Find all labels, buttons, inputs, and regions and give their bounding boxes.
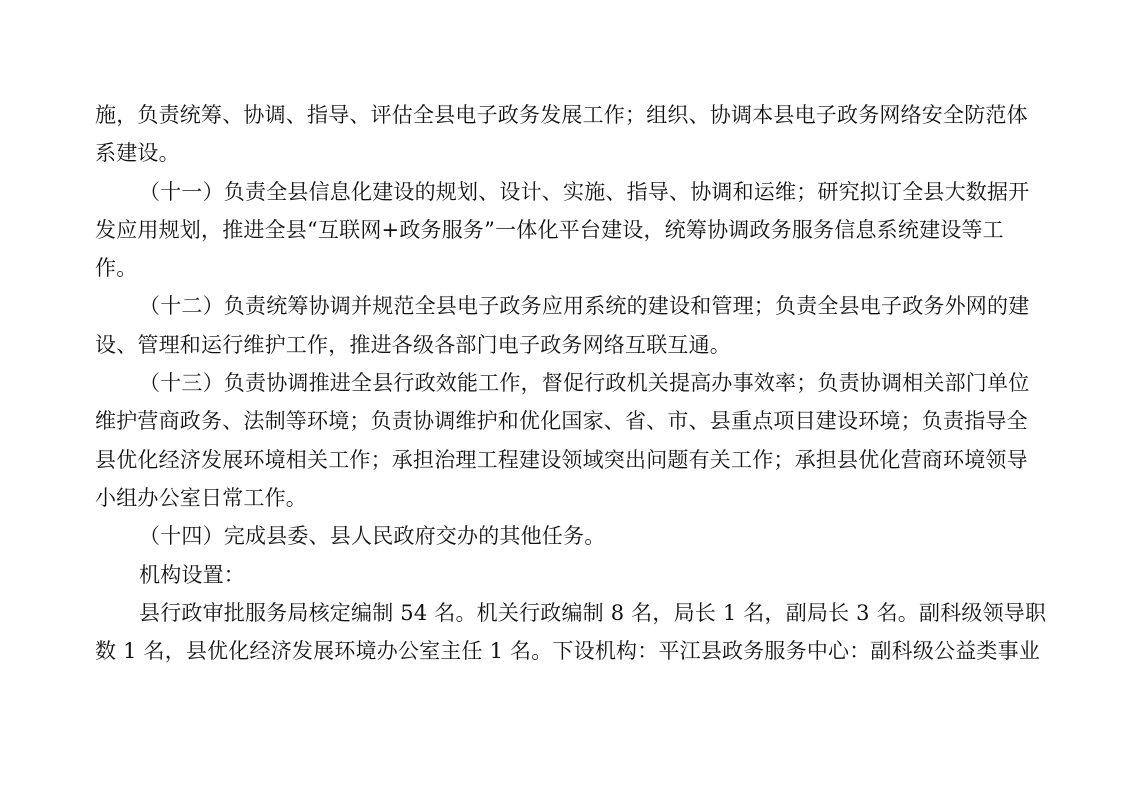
- staffing-paragraph-line: 县行政审批服务局核定编制 54 名。机关行政编制 8 名，局长 1 名，副局长 3 名。副科级领导职: [139, 600, 1047, 625]
- text-line: 县优化经济发展环境相关工作；承担治理工程建设领域突出问题有关工作；承担县优化营商环境领导: [95, 447, 1028, 472]
- paragraph-14-line: （十四）完成县委、县人民政府交办的其他任务。: [139, 524, 606, 549]
- text-line: 小组办公室日常工作。: [95, 485, 307, 510]
- paragraph-12-line: （十二）负责统筹协调并规范全县电子政务应用系统的建设和管理；负责全县电子政务外网的建: [139, 294, 1030, 319]
- text-line: 设、管理和运行维护工作，推进各级各部门电子政务网络互联互通。: [95, 332, 731, 357]
- document-body: [95, 96, 1047, 670]
- text-line: 施，负责统筹、协调、指导、评估全县电子政务发展工作；组织、协调本县电子政务网络安全防范体: [95, 103, 1028, 127]
- text-line: 数 1 名，县优化经济发展环境办公室主任 1 名。下设机构：平江县政务服务中心：副科级公益类事业: [95, 639, 1041, 664]
- section-heading: 机构设置：: [139, 562, 245, 587]
- text-line: 发应用规划，推进全县“互联网+政务服务”一体化平台建设，统筹协调政务服务信息系统建设等工: [95, 217, 1004, 242]
- paragraph-13-line: （十三）负责协调推进全县行政效能工作，督促行政机关提高办事效率；负责协调相关部门单位: [139, 371, 1030, 396]
- paragraph-11-line: （十一）负责全县信息化建设的规划、设计、实施、指导、协调和运维；研究拟订全县大数据开: [139, 179, 1030, 204]
- text-line: 作。: [95, 256, 138, 281]
- text-line: 维护营商政务、法制等环境；负责协调维护和优化国家、省、市、县重点项目建设环境；负责指导全: [95, 409, 1028, 434]
- text-line: 系建设。: [95, 141, 180, 166]
